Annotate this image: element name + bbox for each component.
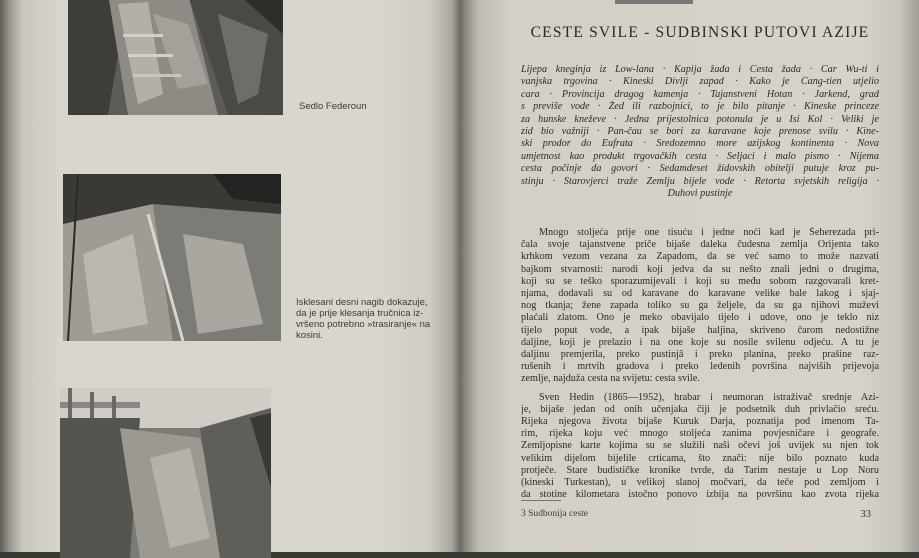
body-line: zemlje, najduža cesta na svijetu: cesta svile.	[521, 373, 700, 385]
summary-line: Lijepa kneginja iz Low-lana · Kapija žada i Cesta žada · Car Wu-ti i	[521, 64, 879, 75]
body-line: rim, rijeka koju već mnogo stoljeća zanima povjesničare i geografe.	[521, 428, 879, 440]
caption-line: kosini.	[296, 330, 323, 341]
body-line: krhkom vezom vezana za Zapadom, da se već samo to može nazvati	[521, 251, 879, 263]
body-line: tijelo poput vode, a ipak bijaše haljina, skriveno čarom nedostižne	[521, 324, 879, 336]
summary-line: Duhovi pustinje	[667, 188, 733, 200]
body-line: da stotine kilometara istočno ponovo izbija na površinu kao zvota rijeka	[521, 489, 879, 501]
body-line: daljinu premjerila, preko pustinjâ i preko planina, preko prašine raz-	[521, 349, 879, 361]
caption-isklesani	[296, 297, 430, 341]
chapter-summary	[521, 64, 879, 200]
caption-sedlo	[299, 101, 367, 112]
summary-line: ski prodor do Eufrata · Sredozemno more azijskog kontinenta · Nova	[521, 138, 879, 150]
body-line: protječe. Stare budističke kronike tvrde, da Tarim nestaje u Lop Noru	[521, 464, 879, 476]
summary-line: zid bio važniji · Pan-čau se bori za karavane koje prenose svilu · Kine-	[521, 126, 879, 138]
body-line: plaćali zlatom. Ono je meko obavijalo tijelo i udove, ono je teklo niz	[521, 312, 879, 324]
summary-line: vanjska trgovina · Kineski Divlji zapad · Kako je Čang-tien utjelio	[521, 76, 879, 88]
footer-signature: 3 Sudbonija ceste	[521, 509, 589, 519]
body-line: bajkom stvarnosti: narodi koji jedva da su nešto znali jedni o drugima,	[521, 263, 879, 275]
body-line: (kineski Turkestan), u velikoj slanoj močvari, da teče pod zemljom i	[521, 477, 879, 489]
body-text	[521, 227, 879, 501]
photo-bridge-cliff	[60, 388, 271, 558]
body-line: daljine, koji je prelazio i na one koje su nosile svilenu odjeću. A tu je	[521, 336, 879, 348]
body-line: velikim dijelom bijelile crticama, što znači: nije bilo poznato kuda	[521, 452, 879, 464]
caption-line: Sedlo Federoun	[299, 101, 367, 112]
body-line: koji su se teško sporazumijevali i koji su među sobom razgovarali kret-	[521, 275, 879, 287]
summary-line: za hunske kneževe · Jedna prijestolnica potonula je u Isi Kol · Veliki je	[521, 113, 879, 125]
summary-line: umjetnost kao produkt trgovačkih cesta · Seljaci i malo pismo · Nijema	[521, 150, 879, 162]
running-header-mark	[615, 0, 693, 4]
summary-line: cara · Provincija dragog kamenja · Tajanstveni Hotan · Jarkend, grad	[521, 88, 879, 100]
footer-rule	[521, 500, 561, 501]
body-line: Zemljopisne karte kojima su se služili naši očevi još uvijek su njen tok	[521, 440, 879, 452]
body-line: Sven Hedin (1865—1952), hrabar i neumoran istraživač srednje Azi-	[539, 391, 879, 403]
body-line: rušenih i mrtvih gradova i preko ledenih površina najviših prijevoja	[521, 361, 879, 373]
body-line: nog tkanja; žene zapada toliko su ga željele, da su ga njihovi muževi	[521, 300, 879, 312]
photo-carved-slope	[63, 174, 281, 341]
caption-line: vršeno potrebno »trasiranje« na	[296, 319, 431, 330]
summary-line: cesta počinje da govori · Sedamdeset židovskih obitelji putuje kroz pu-	[521, 163, 879, 175]
chapter-title: CESTE SVILE - SUDBINSKI PUTOVI AZIJE	[530, 24, 870, 41]
caption-line: da je prije klesanja tručnica iz-	[296, 308, 424, 319]
photo-stone-road-top	[68, 0, 283, 115]
body-line: čala svoje tajanstvene priče bijaše daleka čudesna zemlja Orijenta tako	[521, 239, 879, 251]
body-line: njama, dodavali su od karavane do karavane velike bale lakog i sjaj-	[521, 288, 879, 300]
caption-line: Isklesani desni nagib dokazuje,	[296, 297, 428, 308]
page-number: 33	[860, 509, 871, 520]
body-line: Rijeka njegova života bijaše Kuruk Darja, poznatija pod imenom Ta-	[521, 416, 879, 428]
summary-line: stinju · Starovjerci traže Zemlju bijele vode · Retorta svjetskih religija ·	[521, 175, 879, 187]
body-line: je, bijaše jedan od onih učenjaka čiji je podsetnik duh privlačio sreću.	[521, 403, 879, 415]
summary-line: s previše vode · Žed ili razbojnici, to je bilo pitanje · Kineske princeze	[521, 101, 879, 113]
body-line: Mnogo stoljeća prije one tisuću i jedne noći kad je Šeherezada pri-	[539, 227, 879, 238]
